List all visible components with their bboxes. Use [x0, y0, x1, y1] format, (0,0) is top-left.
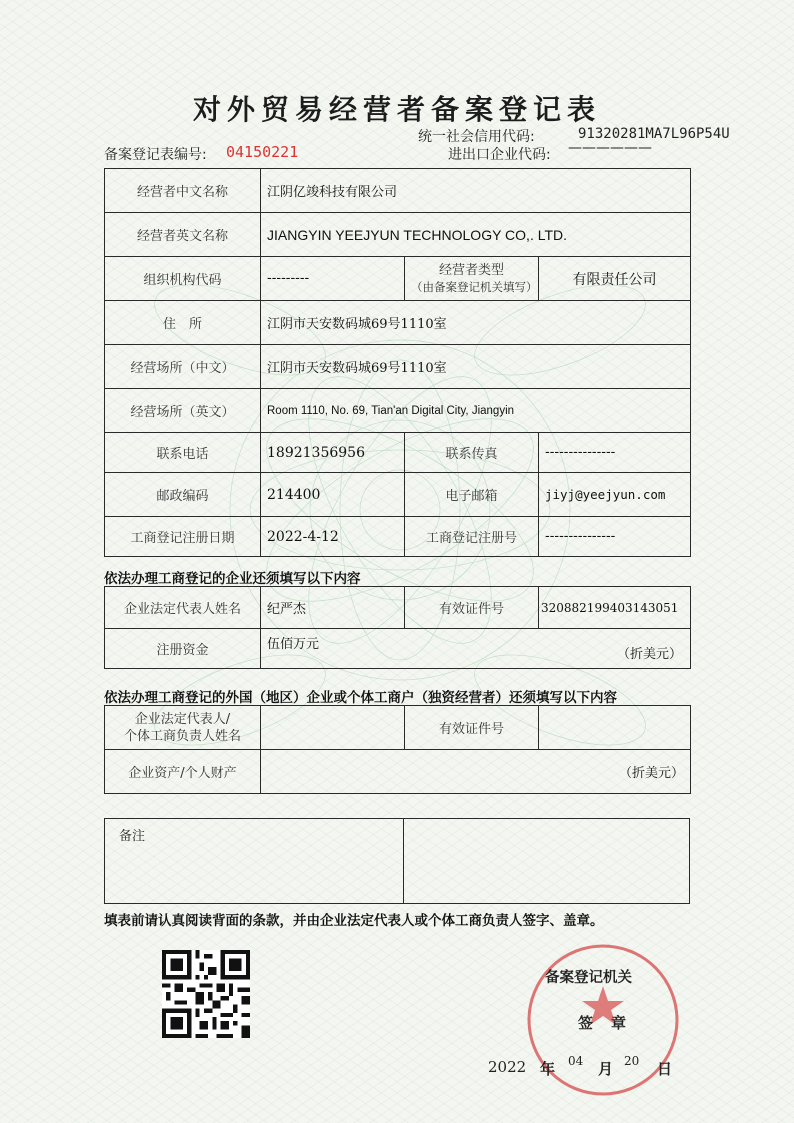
notes-divider [403, 819, 404, 903]
foreign-rep-value [261, 706, 405, 750]
operator-type-label [405, 257, 539, 301]
section2-table [104, 586, 691, 669]
table-row [105, 257, 691, 301]
table-row [105, 750, 691, 794]
ie-code-value: —————— [568, 140, 652, 156]
date-day-char: 日 [657, 1060, 673, 1078]
address-label: 住 所 [105, 301, 261, 345]
table-row [105, 629, 691, 669]
postal-code-label: 邮政编码 [105, 473, 261, 517]
phone-value: 18921356956 [261, 433, 405, 473]
date-month: 04 [568, 1054, 584, 1068]
org-code-label: 组织机构代码 [105, 257, 261, 301]
date-year: 2022 [488, 1058, 527, 1076]
table-row [105, 389, 691, 433]
assets-unit: （折美元） [261, 750, 691, 794]
biz-place-en-label: 经营场所（英文） [105, 389, 261, 433]
foreign-rep-label-line2: 个体工商负责人姓名 [123, 728, 241, 744]
en-name-value: JIANGYIN YEEJYUN TECHNOLOGY CO,. LTD. [261, 213, 691, 257]
section3-heading: 依法办理工商登记的外国（地区）企业或个体工商户（独资经营者）还须填写以下内容 [104, 690, 617, 706]
seal-label: 签章 [578, 1014, 645, 1032]
qr-code-icon [162, 950, 250, 1038]
capital-value: 伍佰万元 [267, 637, 320, 652]
table-row [105, 587, 691, 629]
credit-code-label: 统一社会信用代码: [418, 129, 535, 145]
table-row [105, 473, 691, 517]
authority-label: 备案登记机关 [545, 970, 632, 986]
credit-code-value: 91320281MA7L96P54U [578, 126, 730, 142]
foreign-rep-label-line1: 企业法定代表人/ [134, 711, 231, 727]
date-day: 20 [624, 1054, 640, 1068]
reg-no-value: --------------- [539, 517, 691, 557]
en-name-label: 经营者英文名称 [105, 213, 261, 257]
postal-code-value: 214400 [261, 473, 405, 517]
legal-rep-value: 纪严杰 [261, 587, 405, 629]
operator-type-label-line1: 经营者类型 [438, 262, 504, 278]
assets-label: 企业资产/个人财产 [105, 750, 261, 794]
date-month-char: 月 [598, 1060, 614, 1078]
capital-cell [261, 629, 691, 669]
form-no-value: 04150221 [226, 143, 299, 161]
foreign-rep-label [105, 706, 261, 750]
operator-type-label-line2: （由备案登记机关填写） [411, 279, 538, 294]
table-row [105, 345, 691, 389]
fax-value: --------------- [539, 433, 691, 473]
reg-date-label: 工商登记注册日期 [105, 517, 261, 557]
foreign-id-value [539, 706, 691, 750]
biz-place-en-value: Room 1110, No. 69, Tian'an Digital City, Jiangyin [261, 389, 691, 433]
section3-table [104, 705, 691, 794]
cn-name-value: 江阴亿竣科技有限公司 [261, 169, 691, 213]
table-row [105, 517, 691, 557]
fax-label: 联系传真 [405, 433, 539, 473]
table-row [105, 301, 691, 345]
table-row [105, 706, 691, 750]
address-value: 江阴市天安数码城69号1110室 [261, 301, 691, 345]
reg-date-value: 2022-4-12 [261, 517, 405, 557]
main-info-table [104, 168, 691, 557]
phone-label: 联系电话 [105, 433, 261, 473]
legal-rep-label: 企业法定代表人姓名 [105, 587, 261, 629]
reg-no-label: 工商登记注册号 [405, 517, 539, 557]
org-code-value: --------- [261, 257, 405, 301]
ie-code-label: 进出口企业代码: [448, 147, 551, 163]
document-title: 对外贸易经营者备案登记表 [192, 93, 601, 126]
table-row [105, 169, 691, 213]
capital-unit: （折美元） [616, 647, 682, 662]
email-value: jiyj@yeejyun.com [539, 473, 691, 517]
notes-label: 备注 [119, 829, 146, 844]
table-row [105, 213, 691, 257]
id-no-value: 320882199403143051 [539, 587, 691, 629]
id-no-label: 有效证件号 [405, 587, 539, 629]
instruction-note: 填表前请认真阅读背面的条款，并由企业法定代表人或个体工商负责人签字、盖章。 [104, 913, 604, 929]
form-no-label: 备案登记表编号: [104, 147, 207, 163]
section2-heading: 依法办理工商登记的企业还须填写以下内容 [104, 571, 361, 587]
biz-place-cn-label: 经营场所（中文） [105, 345, 261, 389]
capital-label: 注册资金 [105, 629, 261, 669]
email-label: 电子邮箱 [405, 473, 539, 517]
table-row [105, 433, 691, 473]
cn-name-label: 经营者中文名称 [105, 169, 261, 213]
operator-type-value: 有限责任公司 [539, 257, 691, 301]
notes-box [104, 818, 690, 904]
date-year-char: 年 [540, 1060, 556, 1078]
foreign-id-label: 有效证件号 [405, 706, 539, 750]
biz-place-cn-value: 江阴市天安数码城69号1110室 [261, 345, 691, 389]
